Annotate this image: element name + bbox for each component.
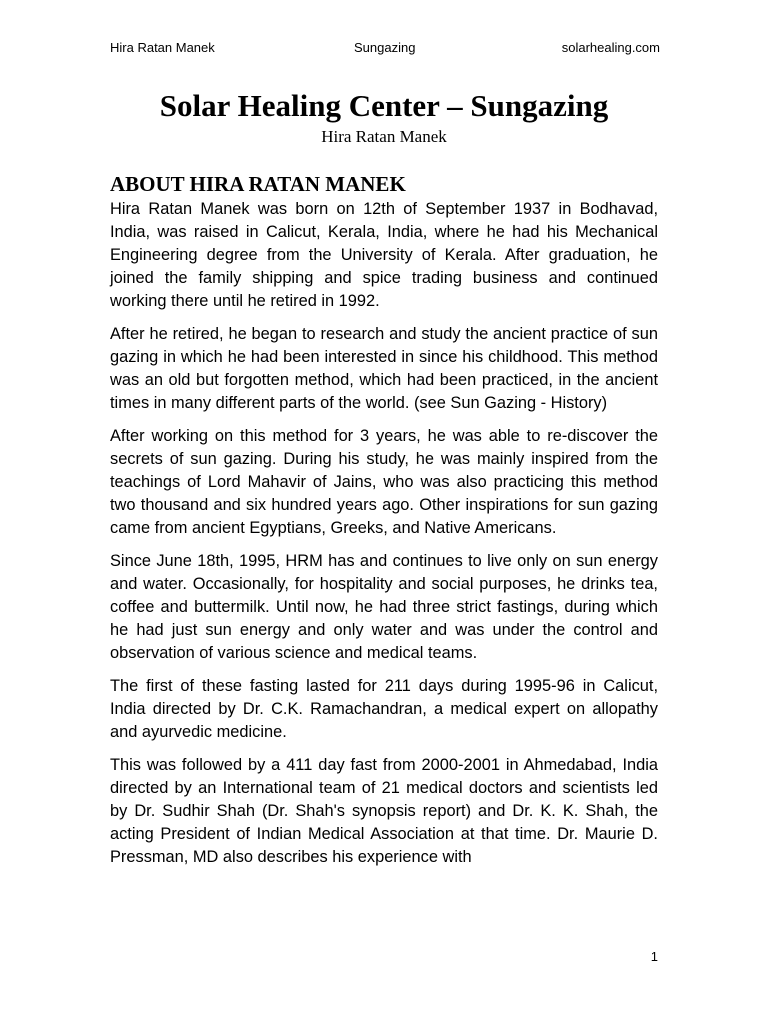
paragraph: This was followed by a 411 day fast from 2000-2001 in Ahmedabad, India directed by an International team of 21 medical doctors and scientists led by Dr. Sudhir Shah (Dr. Shah's synopsis report) and Dr. K. K. Shah, the acting President of Indian Medical Association at that time. Dr. Maurie D. Pressman, MD also describes his experience with <box>110 756 658 866</box>
header-author: Hira Ratan Manek <box>110 40 215 55</box>
document-subtitle: Hira Ratan Manek <box>321 127 447 146</box>
header-website: solarhealing.com <box>561 40 660 55</box>
paragraph: The first of these fasting lasted for 211 days during 1995-96 in Calicut, India directed by Dr. C.K. Ramachandran, a medical expert on allopathy and ayurvedic medicine. <box>110 677 658 741</box>
page-number: 1 <box>650 949 658 964</box>
header-topic: Sungazing <box>354 40 416 55</box>
paragraph: After working on this method for 3 years, he was able to re-discover the secrets of sun gazing. During his study, he was mainly inspired from the teachings of Lord Mahavir of Jains, who was also practicing this method two thousand and six hundred years ago. Other inspirations for sun gazing came from ancient Egyptians, Greeks, and Native Americans. <box>110 427 658 537</box>
document-body <box>110 198 658 879</box>
document-title: Solar Healing Center – Sungazing <box>159 88 609 123</box>
paragraph: After he retired, he began to research and study the ancient practice of sun gazing in which he had been interested in since his childhood. This method was an old but forgotten method, which had been practiced, in the ancient times in many different parts of the world. (see Sun Gazing - History) <box>110 325 658 412</box>
page-header <box>110 40 660 60</box>
section-heading: ABOUT HIRA RATAN MANEK <box>110 172 406 196</box>
paragraph: Since June 18th, 1995, HRM has and continues to live only on sun energy and water. Occasionally, for hospitality and social purposes, he drinks tea, coffee and buttermilk. Until now, he had three strict fastings, during which he had just sun energy and only water and was under the control and observation of various science and medical teams. <box>110 552 658 662</box>
paragraph: Hira Ratan Manek was born on 12th of September 1937 in Bodhavad, India, was raised in Calicut, Kerala, India, where he had his Mechanical Engineering degree from the University of Kerala. After graduation, he joined the family shipping and spice trading business and continued working there until he retired in 1992. <box>110 200 658 310</box>
